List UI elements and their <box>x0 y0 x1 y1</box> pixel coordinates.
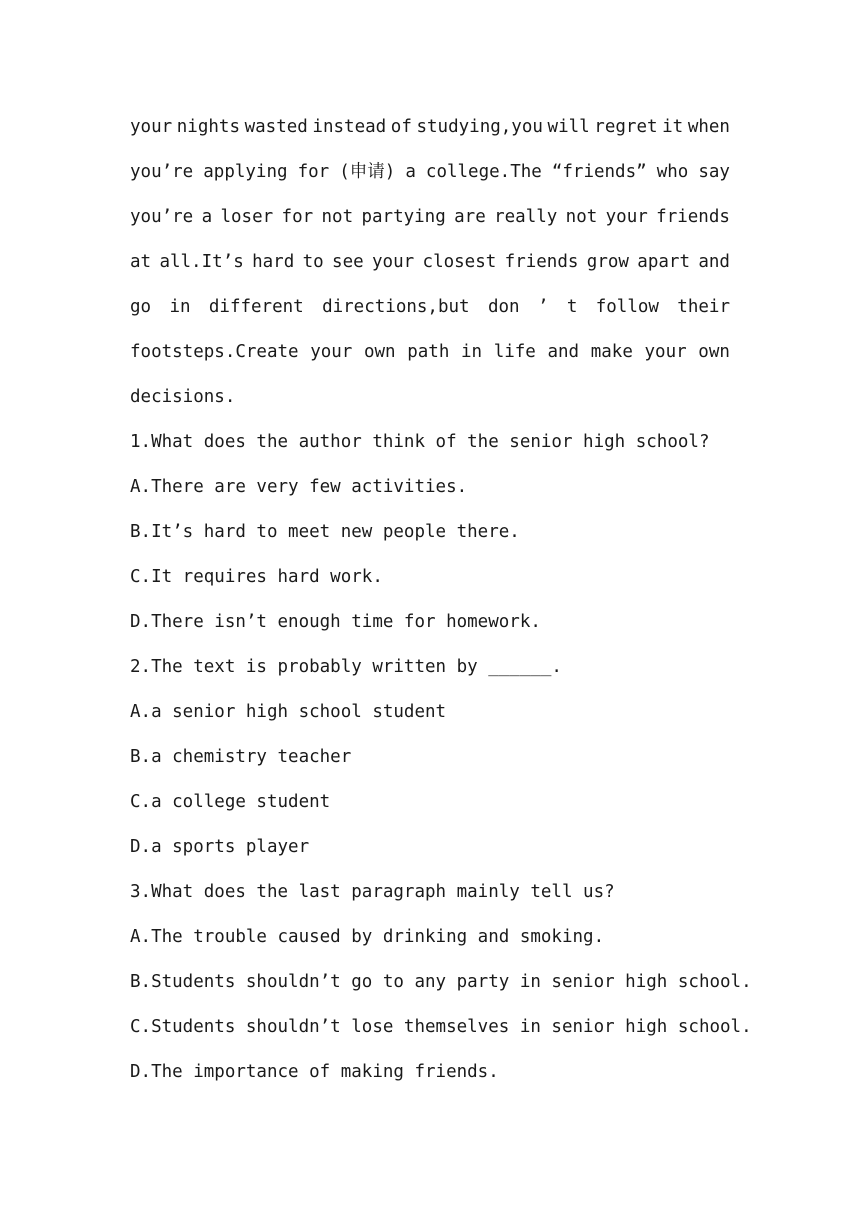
question-3-option-b: B.Students shouldn’t go to any party in senior high school. <box>130 972 752 992</box>
word: and <box>547 342 580 362</box>
word: in <box>169 297 191 317</box>
word: to <box>302 252 324 272</box>
word: their <box>677 297 730 317</box>
question-3-stem: 3.What does the last paragraph mainly tell us? <box>130 882 615 902</box>
word: will <box>547 117 590 137</box>
question-2-option-b: B.a chemistry teacher <box>130 747 352 767</box>
word: own <box>363 342 396 362</box>
word: a <box>405 162 416 182</box>
word: not <box>565 207 598 227</box>
word: a <box>201 207 213 227</box>
passage-line <box>130 201 730 246</box>
word: when <box>687 117 730 137</box>
word: closest <box>422 252 497 272</box>
passage-line <box>130 246 730 291</box>
word: applying <box>203 162 288 182</box>
word: t <box>566 297 578 317</box>
word: say <box>698 162 730 182</box>
passage-line <box>130 111 730 156</box>
word: you’re <box>130 207 194 227</box>
question-3-option-a: A.The trouble caused by drinking and smoking. <box>130 927 605 947</box>
word: regret <box>594 117 658 137</box>
word: loser <box>220 207 274 227</box>
word: your <box>372 252 415 272</box>
word: make <box>590 342 633 362</box>
question-2-option-c: C.a college student <box>130 792 331 812</box>
word: instead <box>312 117 387 137</box>
word: hard <box>252 252 295 272</box>
word: are <box>454 207 486 227</box>
word: apart <box>637 252 690 272</box>
word: own <box>698 342 730 362</box>
word: friends <box>656 207 730 227</box>
word: wasted <box>244 117 308 137</box>
word: your <box>644 342 687 362</box>
word: and <box>698 252 730 272</box>
word: you’re <box>130 162 194 182</box>
word: not <box>321 207 354 227</box>
word: of <box>390 117 412 137</box>
word: footsteps.Create <box>130 342 299 362</box>
word: it <box>662 117 684 137</box>
word: all.It’s <box>159 252 244 272</box>
word: partying <box>361 207 446 227</box>
word: your <box>130 117 173 137</box>
word: go <box>130 297 152 317</box>
word: in <box>461 342 483 362</box>
passage-line <box>130 156 730 201</box>
word: for <box>297 162 330 182</box>
question-1-stem: 1.What does the author think of the senior high school? <box>130 432 710 452</box>
question-1-option-d: D.There isn’t enough time for homework. <box>130 612 541 632</box>
document-content <box>130 111 752 1101</box>
word: studying,you <box>416 117 543 137</box>
word: friends <box>504 252 579 272</box>
word: college.The <box>425 162 542 182</box>
question-3-option-c: C.Students shouldn’t lose themselves in senior high school. <box>130 1017 752 1037</box>
passage-line <box>130 336 730 381</box>
word: (申请) <box>339 162 396 182</box>
question-1-option-c: C.It requires hard work. <box>130 567 383 587</box>
word: directions,but <box>322 297 470 317</box>
word: grow <box>586 252 629 272</box>
question-3-option-d: D.The importance of making friends. <box>130 1062 499 1082</box>
word: see <box>332 252 364 272</box>
word: who <box>656 162 689 182</box>
word: for <box>281 207 314 227</box>
word: ’ <box>537 297 549 317</box>
passage-line: decisions. <box>130 387 236 407</box>
word: nights <box>176 117 240 137</box>
question-2-stem: 2.The text is probably written by ______. <box>130 657 562 677</box>
question-2-option-a: A.a senior high school student <box>130 702 447 722</box>
word: at <box>130 252 152 272</box>
word: really <box>494 207 558 227</box>
word: life <box>493 342 536 362</box>
word: your <box>310 342 353 362</box>
passage-line <box>130 291 730 336</box>
word: “friends” <box>551 162 647 182</box>
word: different <box>208 297 304 317</box>
question-2-option-d: D.a sports player <box>130 837 310 857</box>
word: your <box>605 207 648 227</box>
question-1-option-b: B.It’s hard to meet new people there. <box>130 522 520 542</box>
word: follow <box>595 297 659 317</box>
word: don <box>487 297 520 317</box>
word: path <box>407 342 450 362</box>
question-1-option-a: A.There are very few activities. <box>130 477 468 497</box>
